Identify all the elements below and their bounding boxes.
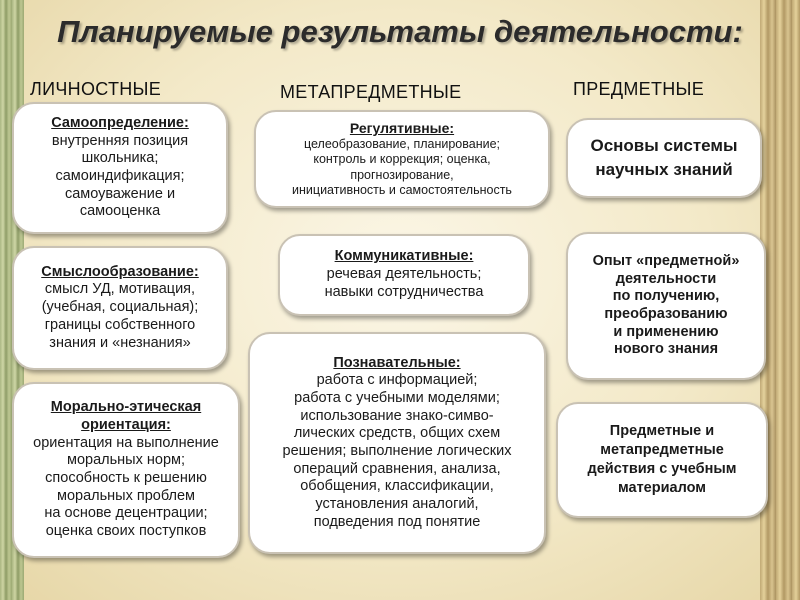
box-line: ориентация на выполнение (33, 434, 219, 451)
right-curtain-decoration (760, 0, 800, 600)
box-line: навыки сотрудничества (324, 283, 484, 300)
box-line: Предметные и (609, 422, 715, 439)
box-heading: Регулятивные: (349, 119, 455, 136)
slide-title: Планируемые результаты деятельности: (57, 14, 743, 49)
box-line: преобразованию (604, 306, 728, 322)
box-heading: ориентация: (81, 416, 171, 433)
box-scientific-knowledge-basics (566, 118, 762, 198)
box-line: нового знания (613, 341, 719, 358)
box-heading: Познавательные: (333, 354, 461, 371)
box-line: инициативность и самостоятельность (292, 182, 512, 197)
box-line: целеобразование, планирование; (303, 137, 501, 152)
box-line: самооценка (79, 203, 161, 220)
box-line: установления аналогий, (315, 496, 479, 513)
box-line: метапредметные (600, 441, 724, 458)
box-subject-meta-actions (556, 402, 768, 518)
column-header-personal: ЛИЧНОСТНЫЕ (30, 79, 162, 99)
box-heading: Коммуникативные: (334, 248, 474, 265)
box-cognitive (248, 332, 546, 554)
box-line: на основе децентрации; (44, 505, 208, 522)
box-line: действия с учебным (587, 461, 737, 477)
box-line: контроль и коррекция; оценка, (313, 152, 491, 167)
box-line: самоуважение и (64, 185, 176, 202)
box-line: моральных норм; (66, 452, 186, 469)
box-subject-activity-experience (566, 232, 766, 380)
column-header-subject: ПРЕДМЕТНЫЕ (573, 79, 705, 99)
box-line: речевая деятельность; (326, 266, 482, 283)
box-line: смысл УД, мотивация, (44, 281, 196, 298)
box-moral-ethical-orientation (12, 382, 240, 558)
box-heading: Морально-этическая (50, 399, 202, 416)
box-line: по получению, (612, 288, 720, 305)
box-line: обобщения, классификации, (300, 478, 494, 495)
box-line: Основы системы (590, 136, 738, 156)
box-line: научных знаний (595, 160, 733, 179)
box-meaning-formation (12, 246, 228, 370)
box-line: работа с информацией; (316, 372, 478, 389)
box-line: прогнозирование, (350, 167, 454, 182)
box-line: и применению (613, 323, 719, 340)
box-line: использование знако-симво- (300, 407, 494, 424)
box-line: операций сравнения, анализа, (293, 460, 501, 477)
box-heading: Смыслообразование: (41, 263, 199, 280)
box-line: материалом (617, 480, 706, 497)
box-line: работа с учебными моделями; (294, 389, 500, 406)
box-line: самоиндификация; (55, 168, 185, 184)
box-line: Опыт «предметной» (592, 252, 740, 269)
box-heading: Самоопределение: (51, 114, 189, 131)
box-line: внутренняя позиция (51, 132, 189, 149)
box-line: способность к решению (45, 470, 207, 486)
box-line: знания и «незнания» (49, 334, 191, 351)
box-line: оценка своих поступков (45, 523, 207, 540)
box-line: моральных проблем (56, 487, 195, 504)
box-line: деятельности (615, 270, 717, 287)
box-regulatory (254, 110, 550, 208)
column-header-meta: МЕТАПРЕДМЕТНЫЕ (280, 82, 462, 102)
box-line: решения; выполнение логических (282, 443, 512, 459)
box-line: лических средств, общих схем (293, 425, 501, 442)
box-line: школьника; (81, 150, 159, 167)
box-line: подведения под понятие (313, 513, 481, 530)
box-self-determination (12, 102, 228, 234)
box-communicative (278, 234, 530, 316)
box-line: границы собственного (44, 316, 196, 333)
box-line: (учебная, социальная); (41, 299, 199, 316)
